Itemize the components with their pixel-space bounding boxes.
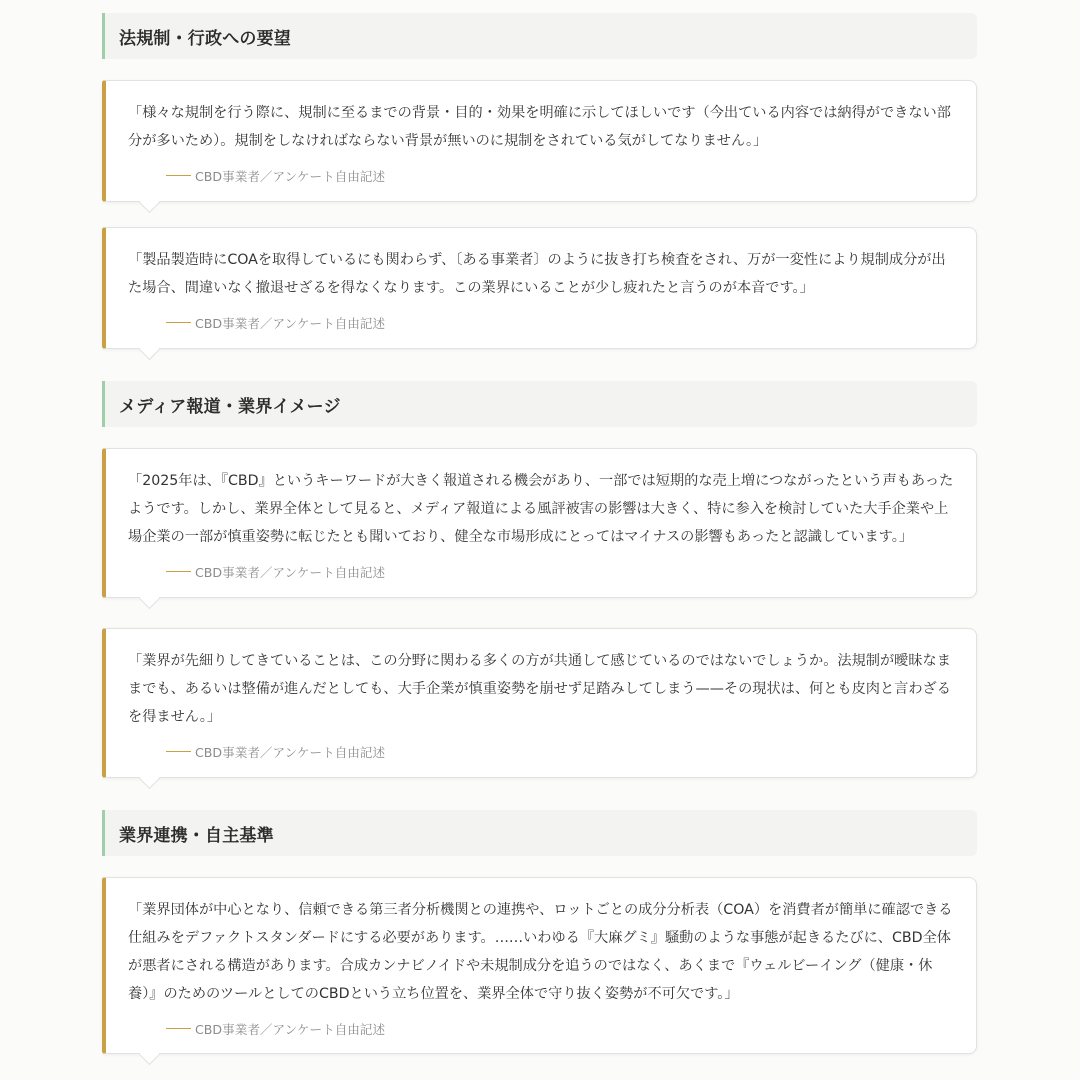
quote-source-label: CBD事業者／アンケート自由記述 — [195, 169, 386, 184]
quote-text: 「製品製造時にCOAを取得しているにも関わらず、〔ある事業者〕のように抜き打ち検査をされ、万が一変性により規制成分が出た場合、間違いなく撤退せざるを得なくなります。この業界にいることが少し疲れたと言うのが本音です。」 — [128, 252, 946, 296]
quote-text: 「業界が先細りしてきていることは、この分野に関わる多くの方が共通して感じているのではないでしょうか。法規制が曖昧なままでも、あるいは整備が進んだとしても、大手企業が慎重姿勢を崩せず足踏みしてしまう——その現状は、何とも皮肉と言わざるを得ません。」 — [128, 653, 951, 725]
section-heading-industry: 業界連携・自主基準 — [102, 810, 977, 856]
quote-source-label: CBD事業者／アンケート自由記述 — [195, 1022, 386, 1037]
source-dash — [166, 322, 191, 323]
quote-source — [166, 1019, 954, 1038]
quote-source — [166, 562, 954, 581]
source-dash — [166, 1028, 191, 1029]
quote-source-label: CBD事業者／アンケート自由記述 — [195, 565, 386, 580]
source-dash — [166, 571, 191, 572]
quote-source — [166, 742, 954, 761]
section-heading-media: メディア報道・業界イメージ — [102, 381, 977, 427]
quote-text: 「2025年は、『CBD』というキーワードが大きく報道される機会があり、一部では短期的な売上増につながったという声もあったようです。しかし、業界全体として見ると、メディア報道による風評被害の影響は大きく、特に参入を検討していた大手企業や上場企業の一部が慎重姿勢に転じたとも聞いており、健全な市場形成にとってはマイナスの影響もあったと認識しています。」 — [128, 473, 954, 545]
quote-text: 「業界団体が中心となり、信頼できる第三者分析機関との連携や、ロットごとの成分分析表（COA）を消費者が簡単に確認できる仕組みをデファクトスタンダードにする必要があります。……いわゆる『大麻グミ』騒動のような事態が起きるたびに、CBD全体が悪者にされる構造があります。合成カンナビノイドや未規制成分を追うのではなく、あくまで『ウェルビーイング（健康・休養）』のためのツールとしてのCBDという立ち位置を、業界全体で守り抜く姿勢が不可欠です。」 — [128, 902, 953, 1002]
quote-source-label: CBD事業者／アンケート自由記述 — [195, 745, 386, 760]
quote-source — [166, 313, 954, 332]
quote-card — [102, 877, 977, 1054]
source-dash — [166, 751, 191, 752]
section-heading-regulation: 法規制・行政への要望 — [102, 13, 977, 59]
quote-source-label: CBD事業者／アンケート自由記述 — [195, 316, 386, 331]
quote-text: 「様々な規制を行う際に、規制に至るまでの背景・目的・効果を明確に示してほしいです（今出ている内容では納得ができない部分が多いため）。規制をしなければならない背景が無いのに規制をされている気がしてなりません。」 — [128, 105, 951, 149]
quote-card — [102, 628, 977, 778]
source-dash — [166, 175, 191, 176]
quote-card — [102, 80, 977, 202]
quote-card — [102, 448, 977, 598]
quote-source — [166, 166, 954, 185]
quote-card — [102, 227, 977, 349]
